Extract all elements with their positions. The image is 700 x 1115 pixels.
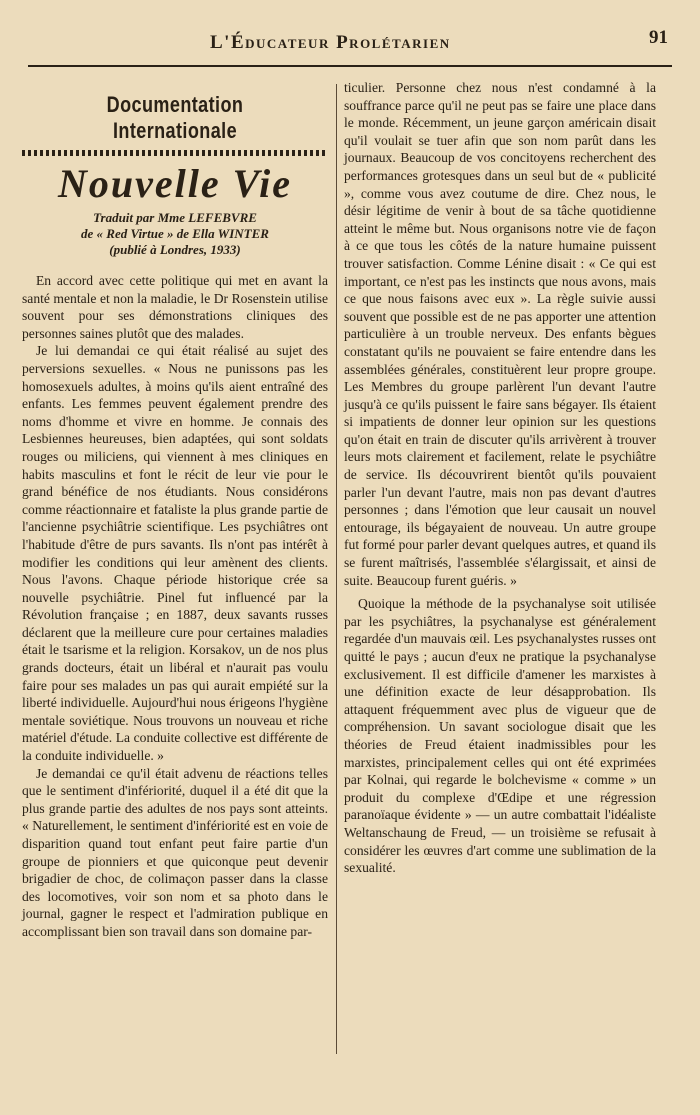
header-rule	[28, 65, 672, 67]
paragraph: ticulier. Personne chez nous n'est condamné à la souffrance parce qu'il ne peut pas se faire une place dans le monde. Récemment, un jeune garçon américain disait qu'il voulait se tuer afin que son nom parût dans les journaux. Beaucoup de vos concitoyens recherchent des performances grotesques dans un seul but de « publicité », comme vous avez coutume de dire. Chez nous, le désir légitime de venir à bout de sa tâche quotidienne atteint le même but. Nous organisons notre vie de façon à ce que tous les côtés de la nature humaine puissent trouver satisfaction. Comme Lénine disait : « Ce qui est important, ce n'est pas les instincts que nous avons, mais ce que nous faisons avec eux ». La règle suivie aussi souvent que possible est de ne pas apporter une attention particulière à un trouble nerveux. Des enfants bègues constatant qu'ils ne pouvaient se faire entendre dans les assemblées générales, constituèrent leur propre groupe. Les Membres du groupe parlèrent l'un devant l'autre jusqu'à ce qu'ils puissent le faire sans bégayer. Ils étaient si impatients de donner leur opinion sur les questions qu'on était en train de discuter qu'ils arrivèrent à trouver leurs mots clairement et facilement, relate le psychiâtre de service. Ils découvrirent bientôt qu'ils pouvaient parler l'un devant l'autre, mais non pas devant d'autres personnes ; dans l'émotion que leur causait un nouvel entourage, ils bégayaient de nouveau. Un autre groupe fut formé pour parler devant quelques autres, et quand ils se furent maîtrisés, l'assemblée s'élargissait, et ainsi de suite. Beaucoup furent guéris. »	[344, 80, 656, 588]
publication-credit: (publié à Londres, 1933)	[109, 242, 241, 257]
page-header	[28, 26, 672, 66]
translator-credit: Traduit par Mme LEFEBVRE	[93, 210, 257, 225]
left-column	[22, 84, 328, 941]
source-credit: de « Red Virtue » de Ella WINTER	[81, 226, 269, 241]
paragraph: En accord avec cette politique qui met en avant la santé mentale et non la maladie, le Dr Rosenstein utilise souvent pour ses démonstrations cliniques des personnes saines plutôt que des malades.	[22, 273, 328, 341]
running-title: L'Éducateur Prolétarien	[210, 32, 451, 53]
paragraph: Je demandai ce qu'il était advenu de réactions telles que le sentiment d'infériorité, duquel il a été dit que la plus grande partie des adultes de nos pays sont atteints. « Naturellement, le sentiment d'infériorité est en voie de disparition quand tout enfant peut faire partie d'un groupe de pionniers et que quiconque peut devenir brigadier de choc, de colimaçon passer dans la classe des locomotives, voir son nom et sa photo dans le journal, gagner le respect et l'admiration publique en accomplissant bien son travail dans son domaine par-	[22, 765, 328, 939]
column-divider	[336, 84, 337, 1054]
paragraph: Je lui demandai ce qui était réalisé au sujet des perversions sexuelles. « Nous ne punissons pas les homosexuels adultes, à moins qu'ils aient entraîné des enfants. Les femmes peuvent également prendre des noms d'homme et vivre en homme. Je connais des Lesbiennes heureuses, bien adaptées, qui sont soldats rouges ou miliciens, qui viennent à mes cliniques en habits masculins et font le récit de leur vie pour le grand bénéfice de nos étudiants. Nous considérons comme réactionnaire et fataliste la plus grande partie de l'ancienne psychiâtrie scientifique. Les psychiâtres ont l'habitude d'être de purs savants. Ils n'ont pas intérêt à modifier les conditions qui leur amènent des clients. Nous l'avons. Chaque période historique crée sa nouvelle psychiâtrie. Pinel fut influencé par la Révolution française ; en 1887, deux savants russes déclarent que la meilleure cure pour certaines maladies était le tsarisme et la religion. Korsakov, un de nos plus grands docteurs, était un libéral et n'aurait pas voulu faire pour ses malades un pas qui aurait empiété sur la liberté individuelle. Aujourd'hui nous érigeons l'hygiène mentale soviétique. Nous trouvons un nouveau et riche matériel d'étude. La conduite collective est différente de la conduite individuelle. »	[22, 343, 328, 764]
page-number: 91	[649, 27, 668, 48]
article-title: Nouvelle Vie	[58, 161, 292, 206]
paragraph: Quoique la méthode de la psychanalyse soit utilisée par les psychiâtres, la psychanalyse est généralement regardée d'un mauvais œil. Les psychanalystes russes ont quitté le pays ; aucun d'eux ne pratique la psychanalyse exclusivement. Il est difficile d'amener les marxistes à une définition exacte de leur désapprobation. Ils attaquent fréquemment avec plus de vigueur que de compréhension. Un savant sociologue disait que les théories de Freud étaient inadmissibles pour les marxistes, principalement celles qui ont été exprimées par Kolnai, qui regarde le bolchevisme « comme » un produit du complexe d'Œdipe et une régression paranoïaque évidente » — un autre combattait l'idéaliste Weltanschaung de Freud, — un troisième se refusait à considérer les œuvres d'art comme une sublimation de la sexualité.	[344, 596, 656, 876]
right-column	[344, 79, 656, 877]
left-body-text	[22, 272, 328, 941]
dotted-rule	[22, 150, 328, 156]
section-title: Documentation Internationale	[106, 92, 244, 143]
right-body-text	[344, 79, 656, 877]
